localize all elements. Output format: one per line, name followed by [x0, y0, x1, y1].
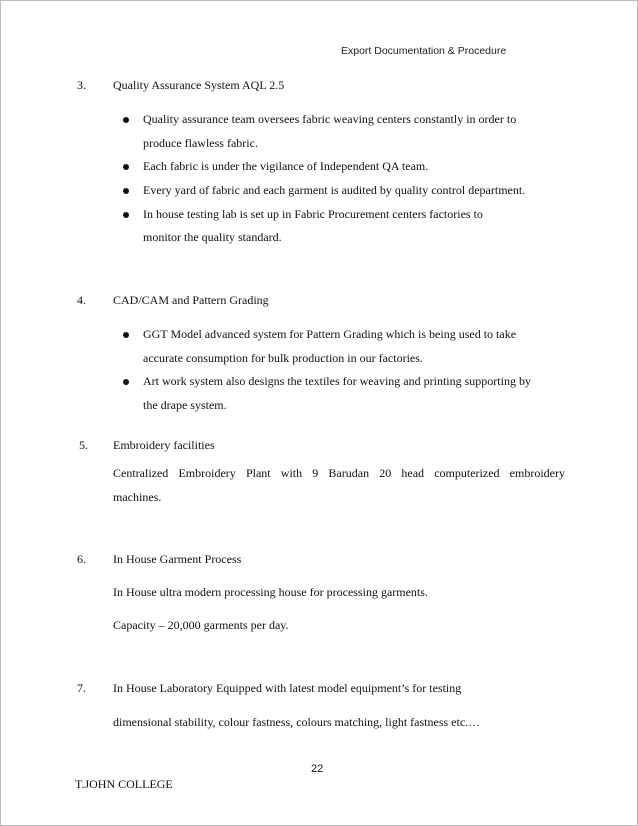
paragraph-line: dimensional stability, colour fastness, colours matching, light fastness etc.…	[113, 715, 481, 729]
section-number: 6.	[77, 552, 86, 566]
bullet-text: produce flawless fabric.	[143, 136, 258, 150]
section-heading: In House Laboratory Equipped with latest model equipment’s for testing	[113, 681, 462, 695]
section-heading: CAD/CAM and Pattern Grading	[113, 293, 269, 307]
bullet-icon	[123, 117, 129, 123]
paragraph-line: In House ultra modern processing house for processing garments.	[113, 585, 428, 599]
page-number: 22	[311, 763, 324, 775]
bullet-text: In house testing lab is set up in Fabric Procurement centers factories to	[143, 207, 483, 221]
bullet-text: the drape system.	[143, 398, 227, 412]
bullet-icon	[123, 332, 129, 338]
bullet-text: Quality assurance team oversees fabric weaving centers constantly in order to	[143, 112, 517, 126]
section-number: 4.	[77, 293, 86, 307]
bullet-text: Every yard of fabric and each garment is audited by quality control department.	[143, 183, 526, 197]
bullet-icon	[123, 379, 129, 385]
bullet-text: accurate consumption for bulk production in our factories.	[143, 351, 423, 365]
bullet-text: monitor the quality standard.	[143, 230, 282, 244]
section-heading: Embroidery facilities	[113, 438, 215, 452]
paragraph-line: Centralized Embroidery Plant with 9 Barudan 20 head computerized embroidery	[113, 466, 565, 480]
bullet-text: GGT Model advanced system for Pattern Grading which is being used to take	[143, 327, 517, 341]
section-number: 5.	[79, 438, 88, 452]
section-heading: In House Garment Process	[113, 552, 242, 566]
paragraph-line: machines.	[113, 490, 162, 504]
bullet-icon	[123, 188, 129, 194]
paragraph-line: Capacity – 20,000 garments per day.	[113, 618, 289, 632]
section-number: 7.	[77, 681, 86, 695]
bullet-icon	[123, 212, 129, 218]
bullet-text: Art work system also designs the textiles for weaving and printing supporting by	[143, 374, 531, 388]
section-heading: Quality Assurance System AQL 2.5	[113, 78, 285, 92]
footer-text: T.JOHN COLLEGE	[75, 777, 173, 791]
running-header: Export Documentation & Procedure	[341, 45, 507, 57]
bullet-text: Each fabric is under the vigilance of Independent QA team.	[143, 159, 429, 173]
section-number: 3.	[77, 78, 86, 92]
bullet-icon	[123, 164, 129, 170]
